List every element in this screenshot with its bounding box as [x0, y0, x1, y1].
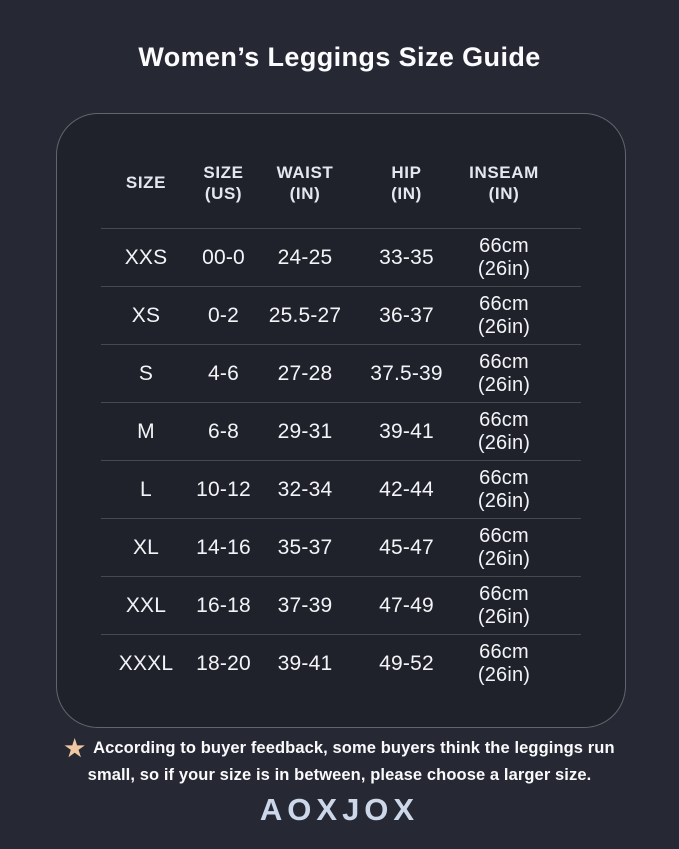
waist-cell: 35-37	[277, 535, 333, 559]
table-header-row	[101, 114, 581, 228]
waist-cell: 39-41	[277, 651, 333, 675]
hip-cell: 37.5-39	[370, 361, 443, 385]
note-line-1: According to buyer feedback, some buyers think the leggings run	[93, 739, 615, 757]
inseam-in: (26in)	[477, 315, 531, 338]
inseam-in: (26in)	[477, 547, 531, 570]
column-header-hip-label: HIP	[391, 162, 422, 182]
column-header-size-us-label: SIZE	[203, 162, 244, 182]
inseam-in: (26in)	[477, 431, 531, 454]
size-cell: XXL	[125, 593, 167, 617]
table-row-xxs	[101, 228, 581, 286]
inseam-in: (26in)	[477, 257, 531, 280]
waist-cell: 27-28	[277, 361, 333, 385]
column-header-waist-unit: (IN)	[289, 184, 321, 203]
inseam-cell	[459, 467, 549, 512]
size-us-cell: 16-18	[196, 593, 251, 617]
table-row-s	[101, 344, 581, 402]
waist-cell: 37-39	[277, 593, 333, 617]
table-row-xl	[101, 518, 581, 576]
size-us-cell: 4-6	[208, 361, 239, 385]
size-cell: XXS	[124, 245, 168, 269]
column-header-hip-unit: (IN)	[391, 184, 422, 203]
size-cell: S	[138, 361, 154, 385]
note-line-2: small, so if your size is in between, please choose a larger size.	[87, 766, 592, 785]
column-header-inseam	[459, 162, 549, 205]
table-row-m	[101, 402, 581, 460]
inseam-cm: 66cm	[479, 409, 529, 432]
hip-cell: 49-52	[379, 651, 434, 675]
table-row-xs	[101, 286, 581, 344]
inseam-in: (26in)	[477, 373, 531, 396]
inseam-cm: 66cm	[479, 467, 529, 490]
inseam-cell	[459, 525, 549, 570]
inseam-cell	[459, 641, 549, 686]
inseam-cm: 66cm	[479, 235, 529, 258]
size-cell: XL	[132, 535, 160, 559]
waist-cell: 24-25	[277, 245, 333, 269]
size-us-cell: 6-8	[208, 419, 239, 443]
column-header-inseam-unit: (IN)	[488, 184, 520, 203]
inseam-cell	[459, 409, 549, 454]
size-us-cell: 10-12	[196, 477, 251, 501]
size-us-cell: 0-2	[208, 303, 239, 327]
size-us-cell: 18-20	[196, 651, 251, 675]
size-cell: XS	[131, 303, 161, 327]
size-cell: L	[140, 477, 152, 501]
size-us-cell: 14-16	[196, 535, 251, 559]
waist-cell: 32-34	[277, 477, 333, 501]
inseam-cell	[459, 293, 549, 338]
hip-cell: 36-37	[379, 303, 434, 327]
inseam-cm: 66cm	[479, 351, 529, 374]
column-header-size	[101, 172, 191, 193]
hip-cell: 45-47	[379, 535, 434, 559]
size-table-panel	[56, 113, 626, 728]
column-header-hip	[354, 162, 459, 205]
column-header-waist-label: WAIST	[276, 162, 334, 182]
inseam-cm: 66cm	[479, 583, 529, 606]
waist-cell: 25.5-27	[268, 303, 342, 327]
inseam-in: (26in)	[477, 605, 531, 628]
inseam-cm: 66cm	[479, 293, 529, 316]
column-header-size-label: SIZE	[125, 173, 167, 193]
inseam-cell	[459, 583, 549, 628]
table-row-l	[101, 460, 581, 518]
inseam-in: (26in)	[477, 663, 531, 686]
column-header-inseam-label: INSEAM	[469, 162, 539, 182]
table-row-xxl	[101, 576, 581, 634]
inseam-cm: 66cm	[479, 641, 529, 664]
column-header-waist	[256, 162, 354, 205]
buyer-feedback-note	[0, 735, 679, 789]
hip-cell: 42-44	[379, 477, 434, 501]
waist-cell: 29-31	[277, 419, 333, 443]
inseam-in: (26in)	[477, 489, 531, 512]
size-us-cell: 00-0	[202, 245, 245, 269]
column-header-size-us-unit: (US)	[204, 184, 243, 203]
inseam-cell	[459, 351, 549, 396]
star-icon: ★	[64, 735, 86, 761]
inseam-cell	[459, 235, 549, 280]
brand-logo: AOXJOX	[259, 792, 420, 827]
hip-cell: 47-49	[379, 593, 434, 617]
inseam-cm: 66cm	[479, 525, 529, 548]
size-cell: M	[137, 419, 155, 443]
table-row-xxxl	[101, 634, 581, 692]
hip-cell: 39-41	[379, 419, 434, 443]
size-cell: XXXL	[118, 651, 174, 675]
column-header-size-us	[191, 162, 256, 205]
hip-cell: 33-35	[379, 245, 434, 269]
page-title: Women’s Leggings Size Guide	[138, 42, 541, 72]
